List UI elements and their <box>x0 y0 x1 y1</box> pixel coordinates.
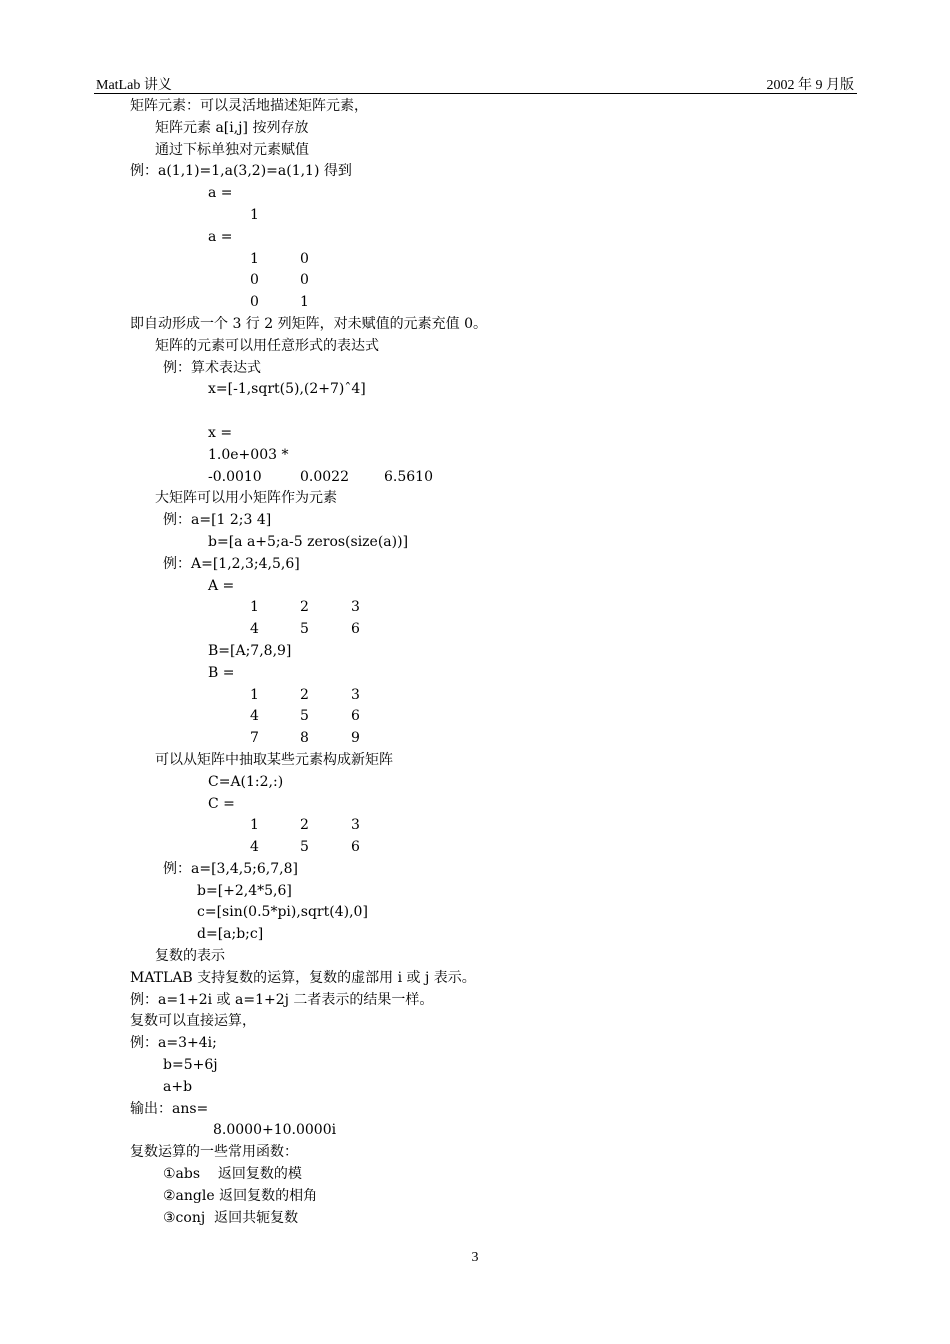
matrix-cell: 6.5610 <box>384 468 433 485</box>
matrix-cell: 1 <box>300 294 309 311</box>
bullet-item <box>0 946 950 968</box>
matrix-cell: 4 <box>250 839 259 856</box>
code-line: a+b <box>163 1078 193 1095</box>
matrix-cell: 9 <box>351 730 360 747</box>
text-line: 例：a=[1 2;3 4] <box>163 512 272 529</box>
matrix-cell: 5 <box>300 708 309 725</box>
header-rule <box>94 93 857 94</box>
matrix-cell: 1 <box>250 817 259 834</box>
page-number: 3 <box>471 1250 479 1265</box>
code-line: x = <box>208 424 233 441</box>
matrix-row <box>0 837 950 859</box>
matrix-cell: 5 <box>300 621 309 638</box>
code-line: 1.0e+003 * <box>208 446 289 463</box>
text-line: 即自动形成一个 3 行 2 列矩阵，对未赋值的元素充值 0。 <box>130 315 487 332</box>
header-edition: 2002 年 9 月版 <box>766 78 854 93</box>
matrix-cell: -0.0010 <box>208 468 262 485</box>
text-line: 复数运算的一些常用函数： <box>130 1144 298 1161</box>
matrix-cell: 3 <box>351 686 360 703</box>
function-item: ①abs 返回复数的模 <box>163 1166 302 1183</box>
code-line: a = <box>208 228 233 245</box>
matrix-cell: 4 <box>250 708 259 725</box>
matrix-row <box>0 292 950 314</box>
matrix-row <box>0 270 950 292</box>
matrix-row <box>0 249 950 271</box>
matrix-cell: 0.0022 <box>300 468 349 485</box>
document-body <box>0 96 950 1229</box>
matrix-row <box>0 619 950 641</box>
code-line: d=[a;b;c] <box>197 926 264 943</box>
text-line: 输出：ans= <box>130 1100 209 1117</box>
matrix-row <box>0 685 950 707</box>
matrix-cell: 0 <box>300 272 309 289</box>
code-line: x=[-1,sqrt(5),(2+7)ˆ4] <box>208 381 366 398</box>
matrix-row <box>0 728 950 750</box>
matrix-cell: 6 <box>351 708 360 725</box>
matrix-row <box>0 205 950 227</box>
matrix-cell: 1 <box>250 599 259 616</box>
text-line: 通过下标单独对元素赋值 <box>155 141 309 158</box>
bullet-item <box>0 336 950 358</box>
text-line: 例：A=[1,2,3;4,5,6] <box>163 555 300 572</box>
matrix-cell: 2 <box>300 686 309 703</box>
function-item: ③conj 返回共轭复数 <box>163 1209 299 1226</box>
function-item: ②angle 返回复数的相角 <box>163 1187 318 1204</box>
matrix-cell: 1 <box>250 250 259 267</box>
code-line: 8.0000+10.0000i <box>213 1122 337 1139</box>
text-line: 例：a=[3,4,5;6,7,8] <box>163 860 298 877</box>
matrix-cell: 8 <box>300 730 309 747</box>
code-line: a = <box>208 185 233 202</box>
code-line: B = <box>208 664 235 681</box>
code-line: C = <box>208 795 235 812</box>
matrix-cell: 6 <box>351 621 360 638</box>
bullet-text: 大矩阵可以用小矩阵作为元素 <box>155 490 337 507</box>
code-line: b=[a a+5;a-5 zeros(size(a))] <box>208 533 409 550</box>
matrix-cell: 1 <box>250 206 259 223</box>
bullet-item <box>0 488 950 510</box>
bullet-text: 可以从矩阵中抽取某些元素构成新矩阵 <box>155 751 393 768</box>
code-line: B=[A;7,8,9] <box>208 642 292 659</box>
matrix-cell: 5 <box>300 839 309 856</box>
matrix-cell: 4 <box>250 621 259 638</box>
text-line: 复数可以直接运算， <box>130 1013 256 1030</box>
matrix-row <box>0 815 950 837</box>
bullet-text: 矩阵元素 a[i,j] 按列存放 <box>155 119 309 136</box>
bullet-text: 复数的表示 <box>155 948 225 965</box>
matrix-row <box>0 467 950 489</box>
blank-line <box>0 401 950 423</box>
matrix-cell: 3 <box>351 599 360 616</box>
text-line: 例：算术表达式 <box>163 359 261 376</box>
matrix-row <box>0 706 950 728</box>
matrix-cell: 3 <box>351 817 360 834</box>
matrix-cell: 0 <box>250 294 259 311</box>
bullet-item <box>0 118 950 140</box>
code-line: b=5+6j <box>163 1057 218 1074</box>
text-line: MATLAB 支持复数的运算，复数的虚部用 i 或 j 表示。 <box>130 969 476 986</box>
matrix-cell: 0 <box>300 250 309 267</box>
code-line: c=[sin(0.5*pi),sqrt(4),0] <box>197 904 368 921</box>
bullet-text: 矩阵的元素可以用任意形式的表达式 <box>155 337 379 354</box>
code-line: A = <box>208 577 235 594</box>
matrix-cell: 6 <box>351 839 360 856</box>
matrix-cell: 2 <box>300 817 309 834</box>
header-title: MatLab 讲义 <box>96 78 172 93</box>
matrix-cell: 2 <box>300 599 309 616</box>
text-line: 矩阵元素：可以灵活地描述矩阵元素， <box>130 98 368 114</box>
text-line: 例：a(1,1)=1,a(3,2)=a(1,1) 得到 <box>130 163 352 180</box>
matrix-cell: 1 <box>250 686 259 703</box>
matrix-cell: 0 <box>250 272 259 289</box>
text-line: 例：a=1+2i 或 a=1+2j 二者表示的结果一样。 <box>130 991 434 1008</box>
matrix-row <box>0 597 950 619</box>
code-line: b=[+2,4*5,6] <box>197 882 292 899</box>
text-line: 例：a=3+4i; <box>130 1035 217 1052</box>
bullet-item <box>0 750 950 772</box>
matrix-cell: 7 <box>250 730 259 747</box>
code-line: C=A(1:2,:) <box>208 773 284 790</box>
